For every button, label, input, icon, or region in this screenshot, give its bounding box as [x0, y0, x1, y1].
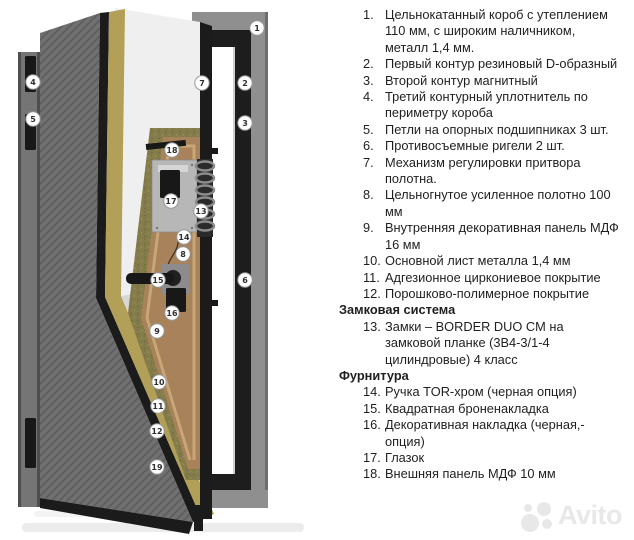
door-leaf	[40, 8, 218, 534]
deadbolt-coils	[196, 159, 214, 237]
frame-seal-line	[233, 47, 235, 474]
list-item-16	[317, 417, 634, 450]
svg-text:18: 18	[166, 145, 178, 155]
section-header: Замковая система	[339, 302, 456, 318]
list-item-10	[317, 253, 634, 269]
callout-15	[151, 273, 165, 287]
svg-text:15: 15	[152, 275, 164, 285]
item-number: 14.	[363, 384, 381, 400]
list-item-12	[317, 286, 634, 302]
callout-12	[150, 424, 164, 438]
item-text: Адгезионное циркониевое покрытие	[385, 269, 601, 285]
list-item-7	[317, 155, 634, 188]
svg-text:3: 3	[242, 118, 248, 128]
callout-10	[152, 375, 166, 389]
item-number: 1.	[363, 7, 374, 22]
lock-screw-3	[191, 164, 193, 166]
callout-3	[238, 116, 252, 130]
callout-11	[151, 399, 165, 413]
item-number: 3.	[363, 72, 374, 88]
list-item-17	[317, 450, 634, 466]
svg-text:19: 19	[151, 462, 163, 472]
door-handle	[126, 273, 174, 284]
callout-17	[164, 194, 178, 208]
callout-14	[177, 230, 191, 244]
item-number: 9.	[363, 220, 374, 236]
anti-removal-pin-top	[212, 148, 218, 154]
item-number: 2.	[363, 56, 374, 72]
callout-9	[150, 324, 164, 338]
item-text: Внешняя панель МДФ 10 мм	[385, 466, 556, 482]
item-text: Декоративная накладка (черная,- опция)	[385, 417, 585, 449]
list-item-1	[317, 7, 634, 56]
svg-text:5: 5	[30, 114, 36, 124]
section-header: Фурнитура	[339, 367, 409, 383]
list-item-14	[317, 384, 634, 400]
item-number: 16.	[363, 417, 381, 433]
jamb-edge-left	[18, 52, 21, 507]
item-number: 15.	[363, 400, 381, 416]
callout-4	[26, 75, 40, 89]
svg-text:17: 17	[165, 196, 177, 206]
list-item-13	[317, 319, 634, 368]
callout-18	[165, 143, 179, 157]
svg-text:16: 16	[166, 308, 178, 318]
lock-screw-1	[156, 227, 158, 229]
svg-text:9: 9	[154, 326, 160, 336]
hinge-bottom	[25, 418, 36, 468]
svg-text:7: 7	[199, 78, 205, 88]
list-item-8	[317, 187, 634, 220]
callout-6	[238, 273, 252, 287]
callout-1	[250, 21, 264, 35]
item-number: 4.	[363, 89, 374, 105]
item-text: Петли на опорных подшипниках 3 шт.	[385, 121, 609, 137]
svg-text:6: 6	[242, 275, 248, 285]
item-number: 6.	[363, 138, 374, 154]
frame-opening	[212, 47, 235, 474]
callout-2	[238, 76, 252, 90]
list-item-5	[317, 122, 634, 138]
item-text: Цельнокатанный короб с утеплением 110 мм, с широким наличником, металл 1,4 мм.	[385, 7, 608, 55]
item-text: Внутренняя декоративная панель МДФ 16 мм	[385, 220, 619, 252]
item-text: Первый контур резиновый D-образный	[385, 56, 618, 72]
svg-text:13: 13	[195, 206, 207, 216]
item-text: Второй контур магнитный	[385, 72, 538, 88]
item-number: 17.	[363, 449, 381, 465]
item-text: Механизм регулировки притвора полотна.	[385, 154, 581, 187]
list-item-4	[317, 89, 634, 122]
item-text: Третий контурный уплотнитель по периметру короба	[385, 89, 588, 121]
item-text: Порошково-полимерное покрытие	[385, 285, 590, 301]
item-text: Замки – BORDER DUO CM на замковой планке (3В4-3/1-4 цилиндровые) 4 класс	[385, 318, 564, 367]
svg-text:10: 10	[153, 377, 165, 387]
svg-text:14: 14	[178, 232, 190, 242]
svg-text:1: 1	[254, 23, 260, 33]
item-number: 7.	[363, 154, 374, 170]
item-number: 11.	[363, 269, 380, 285]
item-number: 13.	[363, 318, 381, 334]
callout-16	[165, 306, 179, 320]
item-text: Квадратная броненакладка	[385, 400, 549, 416]
avito-watermark	[520, 496, 622, 534]
lock-screw-2	[191, 227, 193, 229]
list-item-18	[317, 466, 634, 482]
list-item-15	[317, 401, 634, 417]
watermark-text: Avito	[558, 499, 622, 530]
item-text: Основной лист металла 1,4 мм	[385, 253, 571, 269]
frame-rebate-right	[235, 30, 251, 490]
svg-text:4: 4	[30, 77, 36, 87]
list-item-9	[317, 220, 634, 253]
svg-text:12: 12	[151, 426, 163, 436]
avito-logo-icon	[520, 496, 554, 534]
anti-removal-pin-bottom	[212, 300, 218, 306]
list-item-3	[317, 73, 634, 89]
callout-13	[194, 204, 208, 218]
callout-5	[26, 112, 40, 126]
item-text: Противосъемные ригели 2 шт.	[385, 138, 565, 154]
frame-casing-right-edge	[265, 12, 268, 508]
item-number: 8.	[363, 187, 374, 203]
door-lock-edge	[200, 22, 212, 505]
parts-legend	[317, 0, 634, 540]
svg-text:8: 8	[180, 249, 186, 259]
item-number: 5.	[363, 121, 374, 137]
item-number: 18.	[363, 466, 381, 482]
list-item-6	[317, 138, 634, 154]
list-item-2	[317, 56, 634, 72]
callout-8	[176, 247, 190, 261]
item-text: Ручка TOR-хром (черная опция)	[385, 384, 577, 400]
svg-text:2: 2	[242, 78, 248, 88]
svg-text:11: 11	[152, 401, 164, 411]
callout-7	[195, 76, 209, 90]
item-number: 12.	[363, 285, 381, 301]
item-text: Цельногнутое усиленное полотно 100 мм	[385, 187, 611, 219]
callout-19	[150, 460, 164, 474]
frame-rebate-bottom	[210, 474, 251, 490]
item-text: Глазок	[385, 449, 425, 465]
item-number: 10.	[363, 253, 381, 269]
list-item-11	[317, 270, 634, 286]
